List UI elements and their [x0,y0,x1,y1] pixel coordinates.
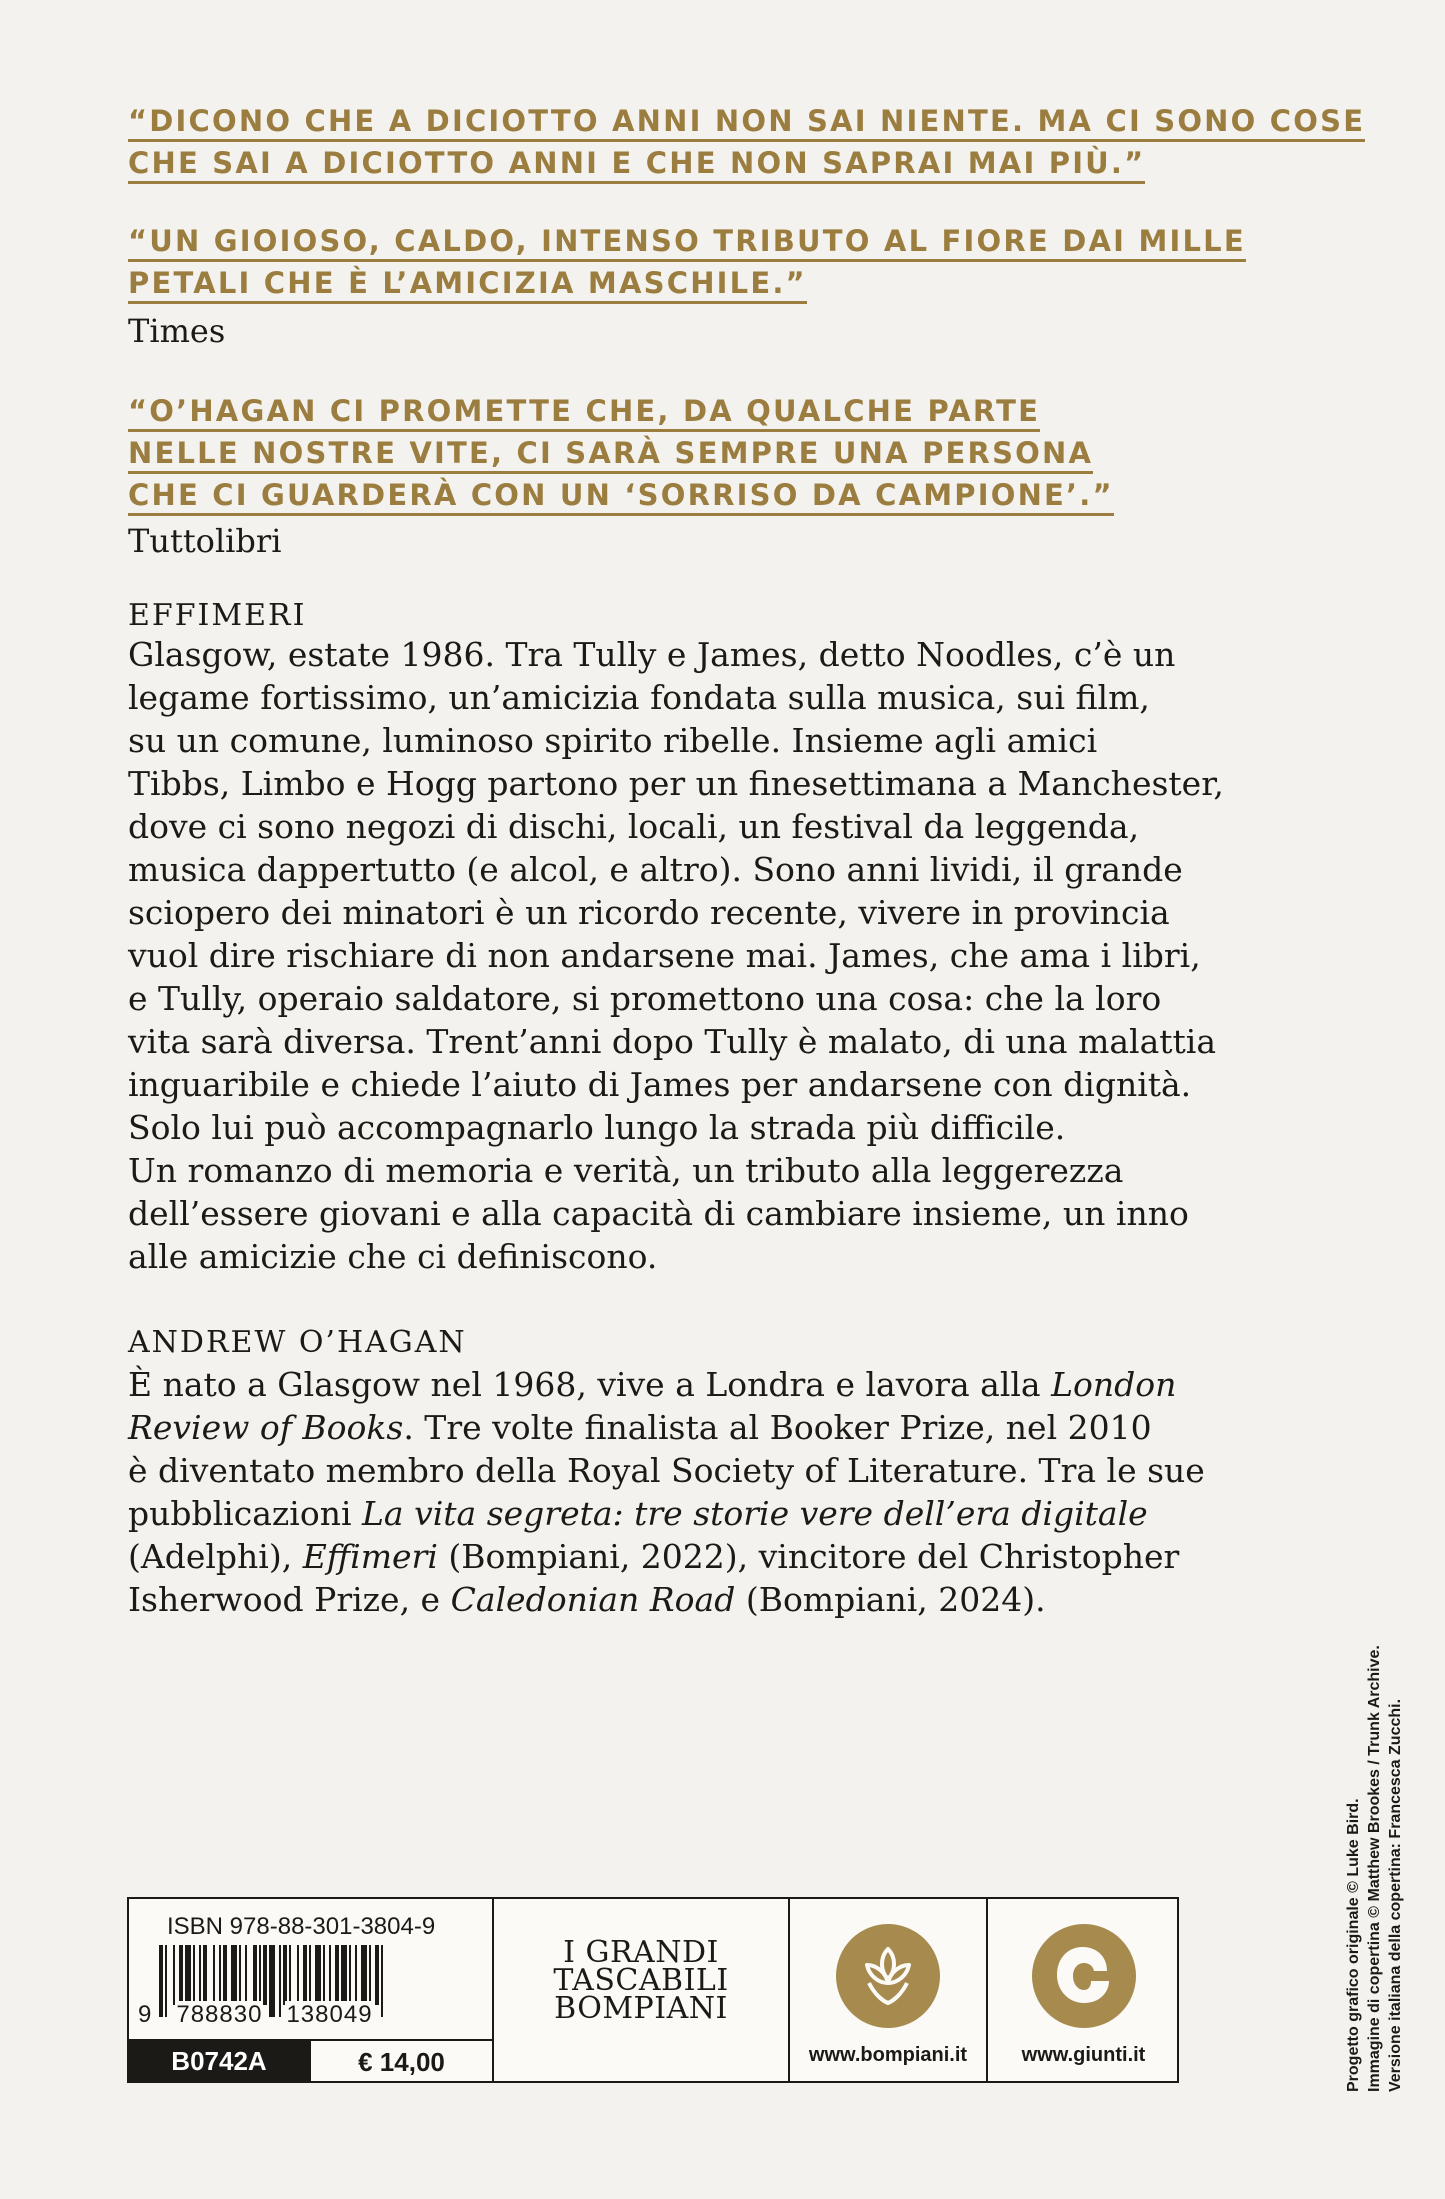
author-heading: ANDREW O’HAGAN [128,1325,467,1360]
synopsis-line: su un comune, luminoso spirito ribelle. Insieme agli amici [128,721,1098,760]
quote-3-line-1: “O’HAGAN CI PROMETTE CHE, DA QUALCHE PARTE [128,394,1040,432]
giunti-logo-icon [1029,1921,1139,2031]
synopsis-line: Solo lui può accompagnarlo lungo la strada più difficile. [128,1108,1066,1147]
series-cell [494,1899,790,2081]
quote-2 [128,220,1246,304]
giunti-website: www.giunti.it [1021,2044,1146,2066]
synopsis-line: sciopero dei minatori è un ricordo recente, vivere in provincia [128,893,1170,932]
synopsis-line: e Tully, operaio saldatore, si promettono una cosa: che la loro [128,979,1162,1018]
author-bio: È nato a Glasgow nel 1968, vive a Londra e lavora alla London Review of Books. Tre volte finalista al Booker Prize, nel 2010 è diventato membro della Royal Society of Literature. Tra le sue pubblicazioni La vita segreta: tre storie vere dell’era digitale (Adelphi), Effimeri (Bompiani, 2022), vincitore del Christopher Isherwood Prize, e Caledonian Road (Bompiani, 2024). [128,1365,1205,1619]
info-strip [127,1897,1179,2083]
barcode-cell [129,1899,494,2081]
synopsis-line: vita sarà diversa. Trent’anni dopo Tully è malato, di una malattia [128,1022,1217,1061]
synopsis-heading: EFFIMERI [128,598,307,633]
synopsis-line: alle amicizie che ci definiscono. [128,1237,658,1276]
bompiani-logo-icon [833,1921,943,2031]
quote-2-line-2: PETALI CHE È L’AMICIZIA MASCHILE.” [128,266,807,304]
bompiani-cell [790,1899,988,2081]
cover-credits: Progetto grafico originale © Luke Bird. Immagine di copertina © Matthew Brookes / Trunk Archive. Versione italiana della copertina: Francesca Zucchi. [1345,1645,1404,2092]
quote-1-line-2: CHE SAI A DICIOTTO ANNI E CHE NON SAPRAI MAI PIÙ.” [128,146,1145,184]
quote-3-line-3: CHE CI GUARDERÀ CON UN ‘SORRISO DA CAMPIONE’.” [128,478,1114,516]
synopsis-line: musica dappertutto (e alcol, e altro). Sono anni lividi, il grande [128,850,1183,889]
price: € 14,00 [309,2039,492,2083]
isbn-label: ISBN 978-88-301-3804-9 [167,1913,436,1940]
synopsis-line: Tibbs, Limbo e Hogg partono per un finesettimana a Manchester, [128,764,1224,803]
synopsis-text [128,633,1224,1278]
synopsis-line: Glasgow, estate 1986. Tra Tully e James, detto Noodles, c’è un [128,635,1176,674]
quote-2-line-1: “UN GIOIOSO, CALDO, INTENSO TRIBUTO AL FIORE DAI MILLE [128,224,1246,262]
synopsis-line: dell’essere giovani e alla capacità di cambiare insieme, un inno [128,1194,1189,1233]
synopsis-line: vuol dire rischiare di non andarsene mai. James, che ama i libri, [128,936,1201,975]
synopsis-line: dove ci sono negozi di dischi, locali, un festival da leggenda, [128,807,1140,846]
giunti-cell [988,1899,1179,2081]
quote-3 [128,390,1114,516]
quote-2-source: Times [128,312,226,350]
synopsis-line: legame fortissimo, un’amicizia fondata sulla musica, sui film, [128,678,1150,717]
quote-3-source: Tuttolibri [128,522,282,560]
ean-number: 9 788830 138049 [138,2001,373,2028]
quote-3-line-2: NELLE NOSTRE VITE, CI SARÀ SEMPRE UNA PERSONA [128,436,1093,474]
series-title: I GRANDI TASCABILI BOMPIANI [553,1935,729,2026]
bompiani-website: www.bompiani.it [808,2044,968,2066]
quote-1 [128,100,1365,184]
synopsis-line: inguaribile e chiede l’aiuto di James per andarsene con dignità. [128,1065,1192,1104]
quote-1-line-1: “DICONO CHE A DICIOTTO ANNI NON SAI NIENTE. MA CI SONO COSE [128,104,1365,142]
product-code: B0742A [129,2039,309,2083]
synopsis-line: Un romanzo di memoria e verità, un tributo alla leggerezza [128,1151,1124,1190]
